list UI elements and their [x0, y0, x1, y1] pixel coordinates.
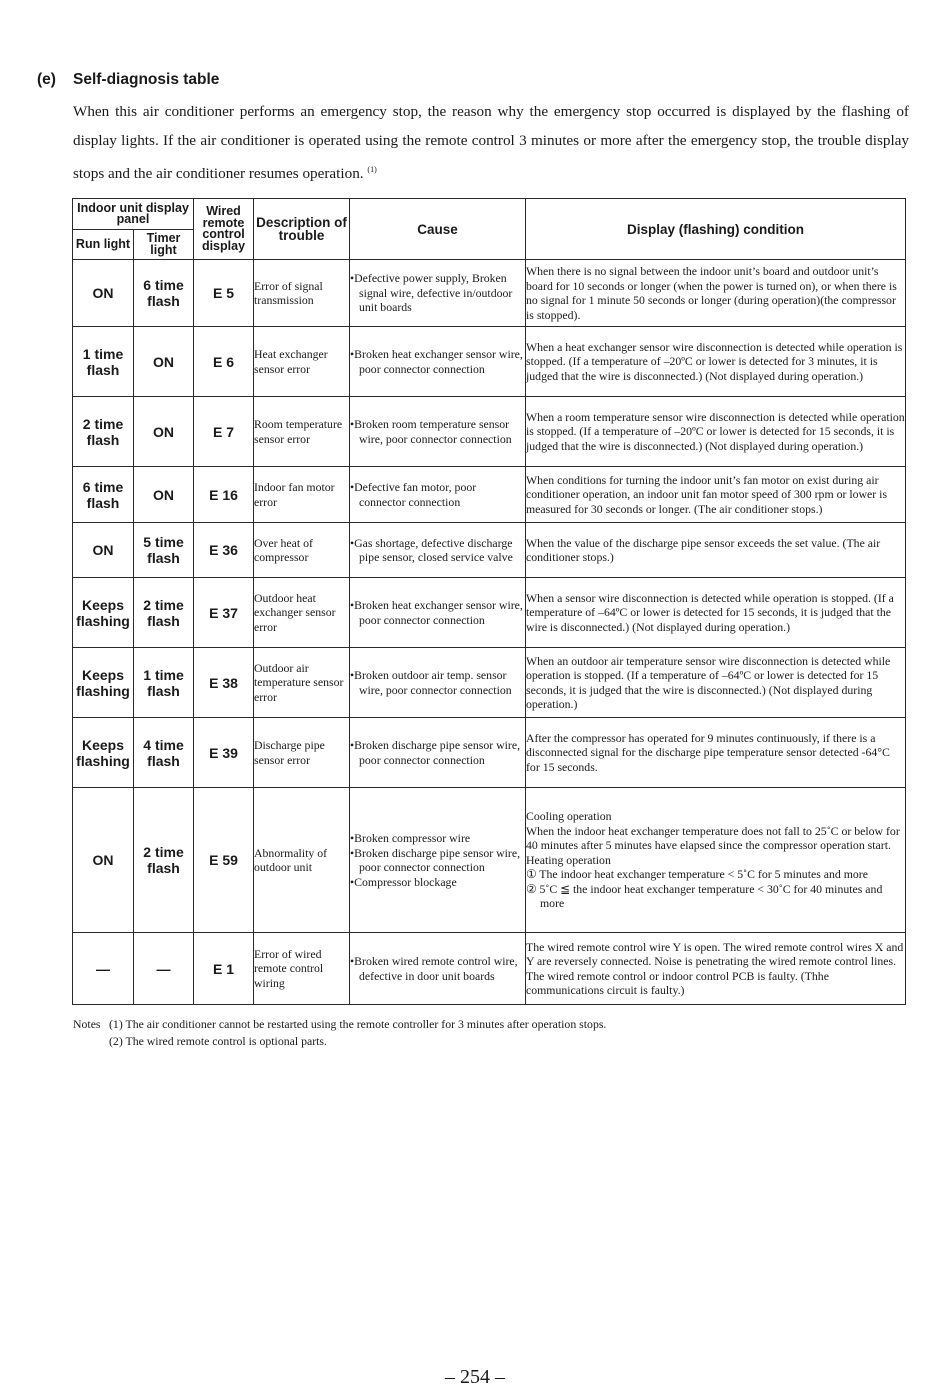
run-light-cell: ON — [73, 260, 134, 327]
cause-cell — [350, 260, 526, 327]
wired-remote-code-cell: E 5 — [194, 260, 254, 327]
intro-note-ref: (1) — [367, 165, 377, 174]
table-body — [73, 260, 906, 1005]
cause-item: • Broken heat exchanger sensor wire, poor connector connection — [350, 598, 525, 627]
display-condition-cell — [526, 788, 906, 933]
table-row — [73, 648, 906, 718]
description-cell: Heat exchanger sensor error — [254, 327, 350, 397]
timer-light-cell: 5 time flash — [134, 523, 194, 578]
condition-line: When a room temperature sensor wire disconnection is detected while operation is stopped. (If a temperature of –20ºC or lower is detected for 15 seconds, it is judged that the wire is disconnected.) (Not displayed during operation.) — [526, 409, 905, 453]
timer-light-cell: ON — [134, 327, 194, 397]
table-row — [73, 788, 906, 933]
timer-light-cell: 1 time flash — [134, 648, 194, 718]
display-condition-cell — [526, 648, 906, 718]
wired-remote-code-cell: E 6 — [194, 327, 254, 397]
description-cell: Room temperature sensor error — [254, 397, 350, 467]
notes-label: Notes — [73, 1017, 101, 1031]
run-light-cell: Keeps flashing — [73, 648, 134, 718]
timer-light-cell: ON — [134, 397, 194, 467]
wired-remote-code-cell: E 36 — [194, 523, 254, 578]
condition-line: When an outdoor air temperature sensor wire disconnection is detected while operation is stopped. (If a temperature of –64ºC or lower is detected for 15 seconds, it is judged that the wire is disconnected.) (Not displayed during operation.) — [526, 653, 891, 711]
header-description: Description of trouble — [254, 199, 350, 260]
cause-cell — [350, 718, 526, 788]
description-cell: Indoor fan motor error — [254, 467, 350, 523]
page-number: – 254 – — [445, 1366, 505, 1388]
section-label: (e) — [37, 71, 56, 88]
description-cell: Discharge pipe sensor error — [254, 718, 350, 788]
table-row — [73, 327, 906, 397]
condition-line: Cooling operation — [526, 809, 612, 824]
cause-item: • Defective power supply, Broken signal wire, defective in/outdoor unit boards — [350, 271, 525, 315]
intro-text: When this air conditioner performs an emergency stop, the reason why the emergency stop occurred is displayed by the flashing of display lights. If the air conditioner is operated using the remote control 3 minutes or more after the emergency stop, the trouble display stops and the air conditioner resumes operation. — [73, 103, 909, 182]
note-item-1: (1) The air conditioner cannot be restarted using the remote controller for 3 minutes after operation stops. — [109, 1017, 607, 1031]
condition-line: When the value of the discharge pipe sensor exceeds the set value. (The air conditioner stops.) — [526, 535, 881, 564]
intro-paragraph — [73, 97, 909, 188]
timer-light-cell: — — [134, 933, 194, 1005]
cause-item: • Compressor blockage — [350, 875, 525, 890]
timer-light-cell: ON — [134, 467, 194, 523]
display-condition-cell — [526, 397, 906, 467]
cause-item: • Broken wired remote control wire, defective in door unit boards — [350, 954, 525, 983]
cause-item: • Broken discharge pipe sensor wire, poor connector connection — [350, 846, 525, 875]
cause-cell — [350, 327, 526, 397]
cause-cell — [350, 523, 526, 578]
condition-line: When the indoor heat exchanger temperature does not fall to 25˚C or below for 40 minutes after 5 minutes have elapsed since the compressor operation start. — [526, 823, 900, 853]
run-light-cell: 2 time flash — [73, 397, 134, 467]
display-condition-cell — [526, 718, 906, 788]
display-condition-cell — [526, 260, 906, 327]
notes — [73, 1016, 606, 1049]
cause-item: • Broken room temperature sensor wire, poor connector connection — [350, 417, 525, 446]
timer-light-cell: 6 time flash — [134, 260, 194, 327]
table-row — [73, 260, 906, 327]
note-item-2: (2) The wired remote control is optional parts. — [109, 1033, 327, 1048]
condition-line: ① The indoor heat exchanger temperature < 5˚C for 5 minutes and more — [526, 867, 868, 882]
header-display-condition: Display (flashing) condition — [526, 199, 906, 260]
note-row-2 — [73, 1033, 606, 1050]
cause-item: • Broken discharge pipe sensor wire, poor connector connection — [350, 738, 525, 767]
condition-line: When conditions for turning the indoor unit’s fan motor on exist during air conditioner operation, an indoor unit fan motor speed of 300 rpm or lower is measured for 30 seconds or longer. (The air conditioner stops.) — [526, 472, 888, 516]
condition-line: The wired remote control wire Y is open. The wired remote control wires X and Y are reversely connected. Noise is penetrating the wired remote control lines. The wired remote control or indoor control PCB is faulty. (Thhe communications circuit is faulty.) — [526, 939, 904, 997]
display-condition-cell — [526, 327, 906, 397]
timer-light-cell: 2 time flash — [134, 578, 194, 648]
table-row — [73, 397, 906, 467]
wired-remote-code-cell: E 59 — [194, 788, 254, 933]
condition-line: ② 5˚C ≦ the indoor heat exchanger temperature < 30˚C for 40 minutes and more — [526, 881, 883, 911]
header-wired-remote: Wired remote control display — [194, 199, 254, 260]
condition-line: Heating operation — [526, 852, 611, 867]
condition-line: After the compressor has operated for 9 minutes continuously, if there is a disconnected signal for the discharge pipe temperature sensor detected -64°C for 15 seconds. — [526, 730, 890, 774]
cause-item: • Broken heat exchanger sensor wire, poor connector connection — [350, 347, 525, 376]
description-cell: Outdoor air temperature sensor error — [254, 648, 350, 718]
condition-line: When there is no signal between the indoor unit’s board and outdoor unit’s board for 10 seconds or longer (when the power is turned on), or when there is no signal for 1 minute 50 seconds or longer (during operation)(the compressor is stopped). — [526, 264, 897, 322]
wired-remote-code-cell: E 38 — [194, 648, 254, 718]
run-light-cell: Keeps flashing — [73, 578, 134, 648]
timer-light-cell: 4 time flash — [134, 718, 194, 788]
timer-light-cell: 2 time flash — [134, 788, 194, 933]
cause-cell — [350, 788, 526, 933]
display-condition-cell — [526, 933, 906, 1005]
wired-remote-code-cell: E 7 — [194, 397, 254, 467]
header-cause: Cause — [350, 199, 526, 260]
cause-cell — [350, 467, 526, 523]
header-run-light: Run light — [73, 230, 134, 260]
display-condition-cell — [526, 578, 906, 648]
cause-item: • Broken compressor wire — [350, 831, 525, 846]
cause-cell — [350, 933, 526, 1005]
condition-line: When a sensor wire disconnection is detected while operation is stopped. (If a temperature of –64ºC or lower is detected for 15 seconds, it is judged that the wire is disconnected.) (Not displayed during operation.) — [526, 590, 894, 634]
run-light-cell: — — [73, 933, 134, 1005]
description-cell: Error of wired remote control wiring — [254, 933, 350, 1005]
run-light-cell: 6 time flash — [73, 467, 134, 523]
cause-cell — [350, 397, 526, 467]
table-row — [73, 523, 906, 578]
header-timer-light: Timer light — [134, 230, 194, 260]
header-row-top — [73, 199, 906, 230]
run-light-cell: 1 time flash — [73, 327, 134, 397]
table-row — [73, 467, 906, 523]
self-diagnosis-table — [72, 198, 906, 1005]
description-cell: Abnormality of outdoor unit — [254, 788, 350, 933]
description-cell: Over heat of compressor — [254, 523, 350, 578]
table-row — [73, 578, 906, 648]
wired-remote-code-cell: E 39 — [194, 718, 254, 788]
cause-item: • Gas shortage, defective discharge pipe sensor, closed service valve — [350, 536, 525, 565]
cause-cell — [350, 648, 526, 718]
table-row — [73, 933, 906, 1005]
section-title: Self-diagnosis table — [73, 71, 220, 88]
section-heading — [37, 71, 219, 89]
wired-remote-code-cell: E 37 — [194, 578, 254, 648]
display-condition-cell — [526, 523, 906, 578]
run-light-cell: Keeps flashing — [73, 718, 134, 788]
condition-line: When a heat exchanger sensor wire disconnection is detected while operation is stopped. (If a temperature of –20ºC or lower is detected for 3 minutes, it is judged that the wire is disconnected.) (Not displayed during operation.) — [526, 339, 903, 383]
run-light-cell: ON — [73, 788, 134, 933]
cause-item: • Defective fan motor, poor connector connection — [350, 480, 525, 509]
wired-remote-code-cell: E 1 — [194, 933, 254, 1005]
table-row — [73, 718, 906, 788]
cause-cell — [350, 578, 526, 648]
wired-remote-code-cell: E 16 — [194, 467, 254, 523]
cause-item: • Broken outdoor air temp. sensor wire, poor connector connection — [350, 668, 525, 697]
display-condition-cell — [526, 467, 906, 523]
description-cell: Outdoor heat exchanger sensor error — [254, 578, 350, 648]
note-row-1 — [73, 1016, 606, 1033]
header-indoor-unit: Indoor unit display panel — [73, 199, 194, 230]
run-light-cell: ON — [73, 523, 134, 578]
description-cell: Error of signal transmission — [254, 260, 350, 327]
